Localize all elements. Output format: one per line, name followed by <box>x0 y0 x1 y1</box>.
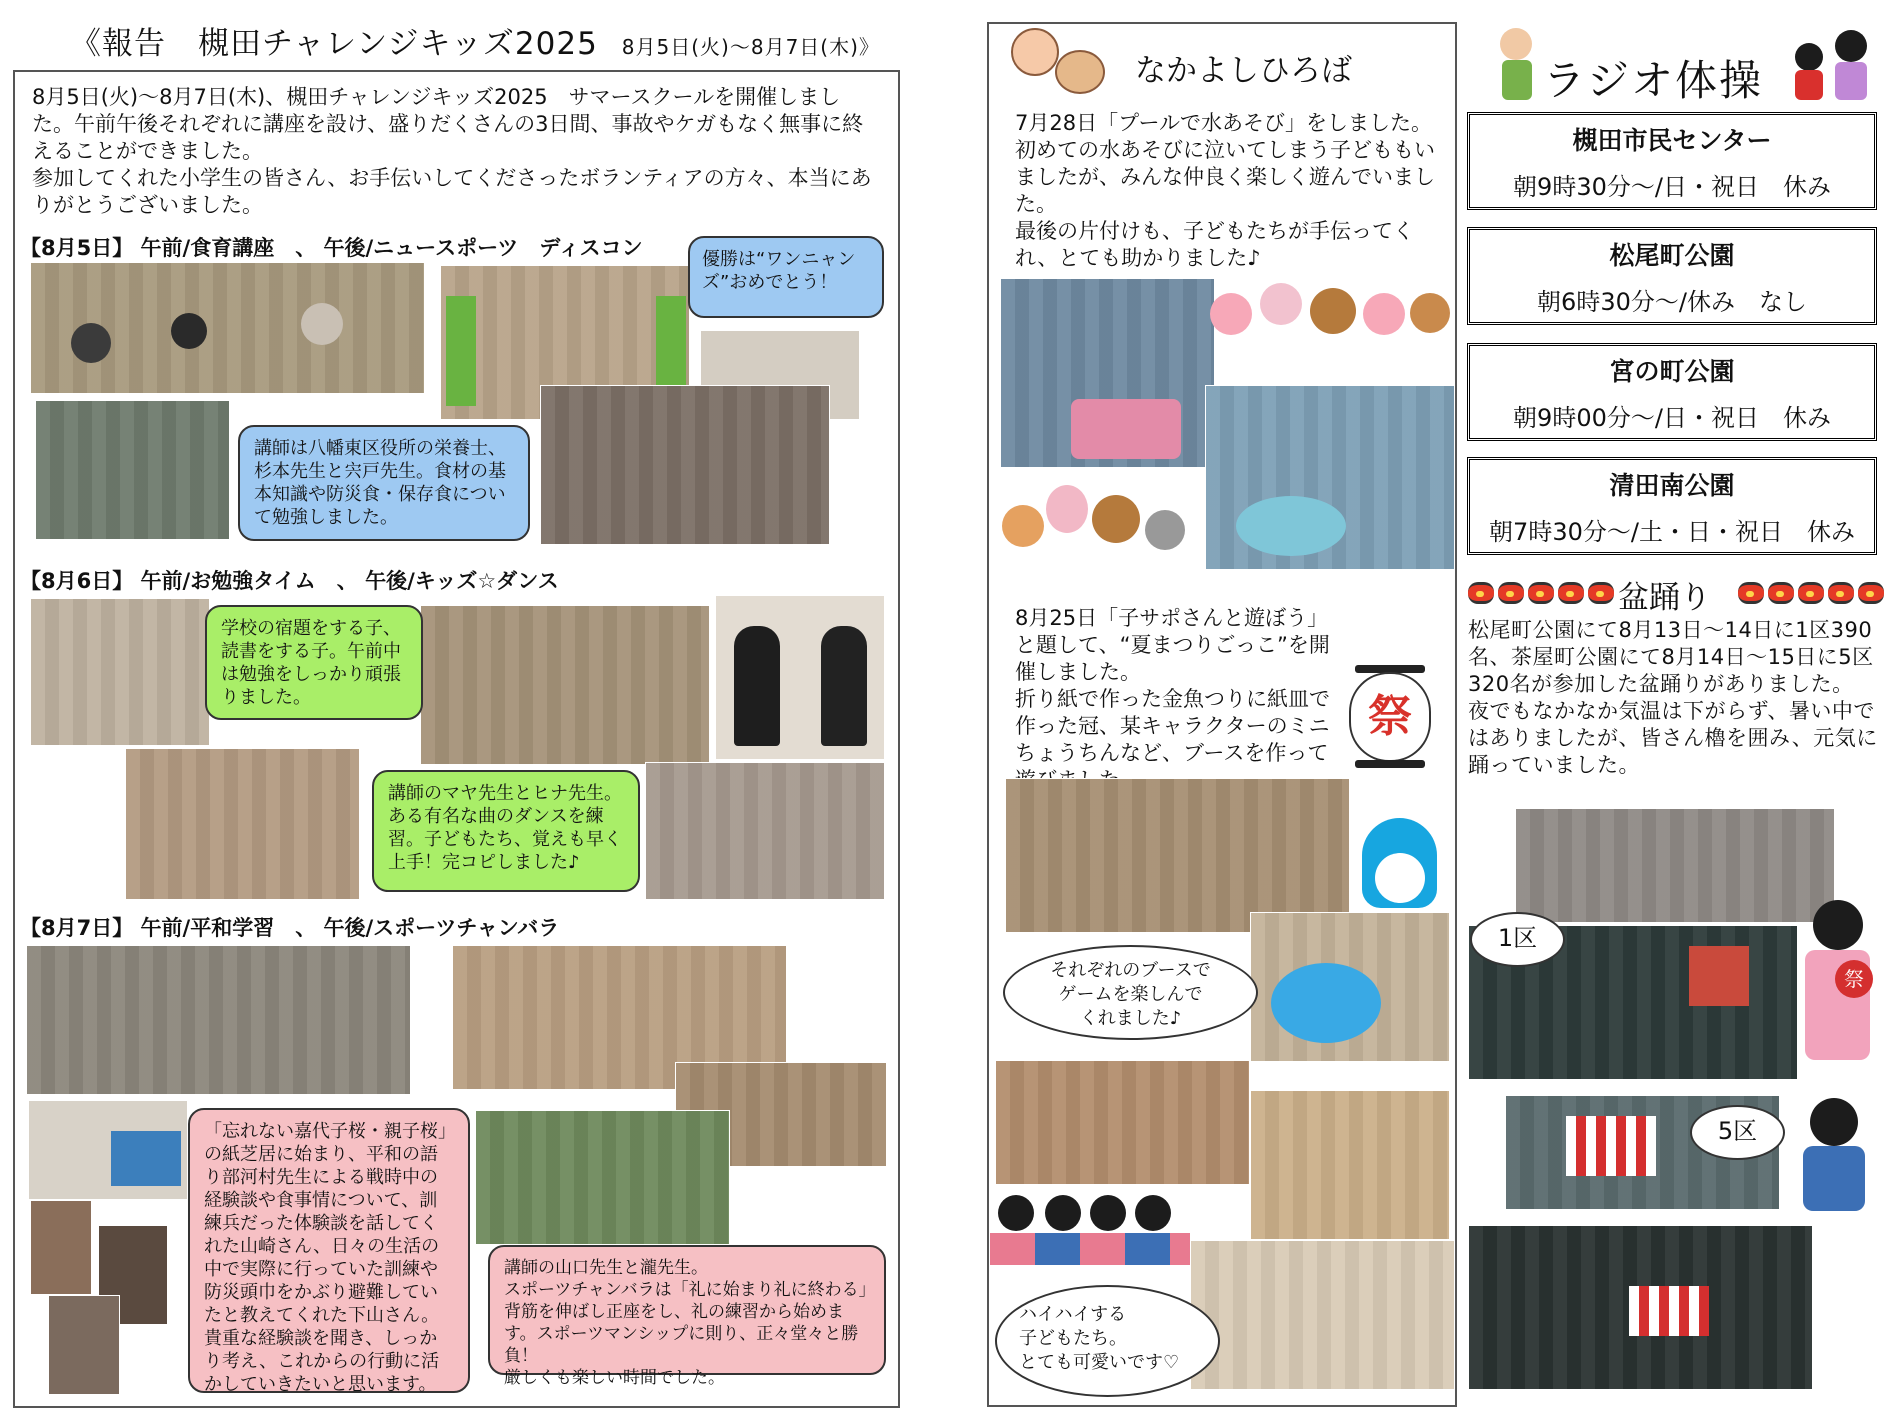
photo-festival-hall <box>1005 778 1350 933</box>
radio-venue-3 <box>1467 343 1877 441</box>
bon-text: 松尾町公園にて8月13日～14日に1区390名、茶屋町公園にて8月14日～15日に5区320名が参加した盆踊りがありました。 夜でもなかなか気温は下がらず、暑い中ではありましたが、皆さん櫓を囲み、元気に踊っていました。 <box>1468 618 1878 777</box>
day2-heading: 【8月6日】 午前/お勉強タイム 、 午後/キッズ☆ダンス <box>20 569 559 593</box>
photo-crawling-babies <box>1190 1240 1455 1390</box>
photo-craft-items <box>995 1060 1250 1185</box>
lanterns-left <box>1468 582 1618 608</box>
radio-exercise-illustration-left <box>1490 18 1545 103</box>
nakayoshi-para1: 7月28日「プールで水あそび」をしました。 初めての水あそびに泣いてしまう子どももいましたが、みんな仲良く楽しく遊んでいました。 最後の片付けも、子どもたちが手伝ってくれ、とても助かりました♪ <box>1015 111 1435 270</box>
photo-study-time <box>30 598 210 746</box>
label-district-5: 5区 <box>1690 1105 1785 1160</box>
radio-venue-3-name: 宮の町公園 <box>1609 357 1735 386</box>
photo-kamishibai <box>28 1100 188 1200</box>
photo-bon-dance-day <box>1515 808 1835 923</box>
bubble-dance: 講師のマヤ先生とヒナ先生。ある有名な曲のダンスを練習。子どもたち、覚えも早く上手！完コピしました♪ <box>372 770 640 892</box>
photo-group-day2 <box>645 762 885 900</box>
radio-venue-4-name: 清田南公園 <box>1609 471 1735 500</box>
radio-exercise-illustration-right <box>1790 18 1875 103</box>
bon-heading <box>1468 572 1878 616</box>
lantern-text: 祭 <box>1368 691 1412 742</box>
photo-ring-toss <box>1250 1090 1450 1240</box>
nakayoshi-para2: 8月25日「子サポさんと遊ぼう」と題して、“夏まつりごっこ”を開催しました。 折り紙で作った金魚つりに紙皿で作った冠、某キャラクターのミニちょうちんなど、ブースを作って <box>1015 606 1330 765</box>
photo-group-day3 <box>475 1110 730 1245</box>
lantern-illustration <box>1345 660 1435 775</box>
day3-heading: 【8月7日】 午前/平和学習 、 午後/スポーツチャンバラ <box>20 916 560 940</box>
photo-pool-play-2 <box>1205 385 1455 570</box>
photo-storyteller-3 <box>48 1295 120 1395</box>
report-title-text: 《報告 槻田チャレンジキッズ2025 <box>70 26 598 62</box>
bubble-nutrition: 講師は八幡東区役所の栄養士、杉本先生と宍戸先生。食材の基本知識や防災食・保存食について勉強しました。 <box>238 425 530 541</box>
photo-cooking-table <box>35 400 230 540</box>
radio-venue-2-name: 松尾町公園 <box>1609 241 1735 270</box>
report-intro: 8月5日(火)～8月7日(木)、槻田チャレンジキッズ2025 サマースクールを開催しました。午前午後それぞれに講座を設け、盛りだくさんの3日間、事故やケガもなく無事に終えることができました。 参加してくれた小学生の皆さん、お手伝いしてくださったボランティアの方々、本当にありがとうございました。 <box>32 85 872 217</box>
photo-group-day1 <box>540 385 830 545</box>
bubble-peace: 「忘れない嘉代子桜・親子桜」の紙芝居に始まり、平和の語り部河村先生による戦時中の経験談や食事情について、訓練兵だった体験談を話してくれた山崎さん、日々の生活の中で実際に行っていた訓練や防災頭巾をかぶり避難していたと教えてくれた下山さん。 貴重な経験談を聞き、しっかり考え、これからの行動に活かしていきたいと思います。 <box>188 1108 470 1393</box>
radio-venue-2 <box>1467 227 1877 325</box>
yukata-girl-illustration <box>1795 900 1880 1070</box>
report-title <box>70 18 880 63</box>
photo-goldfish-game <box>1250 912 1450 1062</box>
photo-dance-practice <box>420 605 710 765</box>
yukata-kids-illustration <box>990 1185 1200 1270</box>
photo-peace-group <box>26 945 411 1095</box>
animal-friends-illustration <box>1205 278 1455 378</box>
photo-storyteller-1 <box>30 1200 92 1295</box>
bon-title: 盆踊り <box>1618 580 1711 616</box>
radio-venue-4-time: 朝7時30分～/土・日・祝日 休み <box>1489 518 1855 546</box>
penguin-illustration <box>1357 818 1442 913</box>
day1-heading: 【8月5日】 午前/食育講座 、 午後/ニュースポーツ ディスコン <box>20 236 643 260</box>
animal-friends-illustration-2 <box>1000 480 1210 590</box>
photo-pool-play-1 <box>1000 278 1215 468</box>
bubble-winners: 優勝は“ワンニャンズ”おめでとう！ <box>688 236 884 318</box>
yukata-boy-illustration <box>1788 1098 1880 1216</box>
photo-nutrition-class <box>30 262 425 394</box>
photo-dance-teachers <box>715 595 885 760</box>
nakayoshi-title: なかよしひろば <box>1135 53 1352 89</box>
label-district-1: 1区 <box>1470 912 1565 967</box>
photo-writing <box>125 748 360 900</box>
report-dates: 8月5日(火)～8月7日(木)》 <box>621 35 880 59</box>
fan-text: 祭 <box>1844 967 1864 991</box>
radio-venue-1-name: 槻田市民センター <box>1572 126 1772 155</box>
radio-venue-3-time: 朝9時00分～/日・祝日 休み <box>1513 404 1831 432</box>
radio-venue-1 <box>1467 112 1877 210</box>
radio-venue-2-time: 朝6時30分～/休み なし <box>1537 288 1807 316</box>
bubble-study: 学校の宿題をする子、読書をする子。午前中は勉強をしっかり頑張りました。 <box>205 605 423 720</box>
lanterns-right <box>1738 582 1888 608</box>
bubble-chanbara: 講師の山口先生と瀧先生。 スポーツチャンバラは「礼に始まり礼に終わる」背筋を伸ばし正座をし、礼の練習から始めます。スポーツマンシップに則り、正々堂々と勝負！ 厳しくも楽しい時間でした。 <box>488 1245 886 1375</box>
bubble-booths: それぞれのブースで ゲームを楽しんで くれました♪ <box>1003 945 1258 1040</box>
radio-title: ラジオ体操 <box>1543 56 1764 105</box>
photo-bon-dance-night-2 <box>1468 1225 1813 1390</box>
radio-venue-1-time: 朝9時30分～/日・祝日 休み <box>1513 173 1831 201</box>
radio-venue-4 <box>1467 457 1877 555</box>
nakayoshi-illustration <box>1003 26 1113 98</box>
bubble-crawling: ハイハイする 子どもたち。 とても可愛いです♡ <box>995 1285 1220 1397</box>
